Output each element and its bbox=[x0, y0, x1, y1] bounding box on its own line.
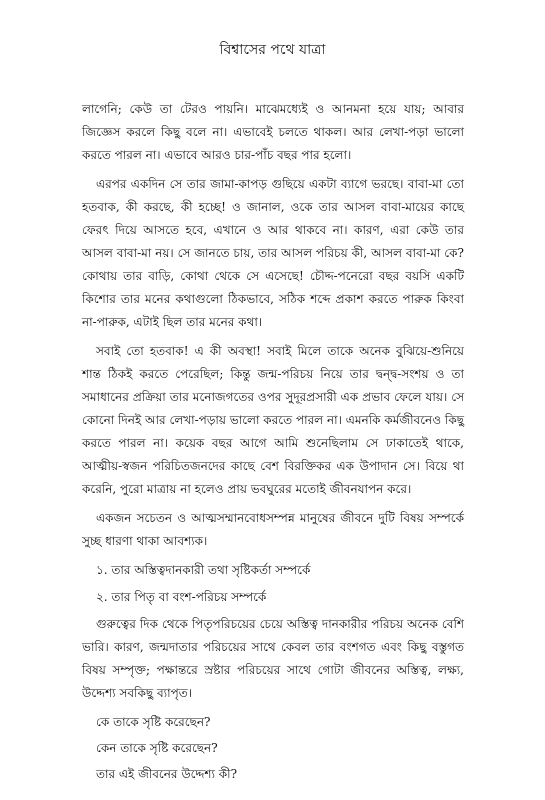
list-item: ২. তার পিতৃ বা বংশ-পরিচয় সম্পর্কে bbox=[96, 590, 267, 604]
paragraph: লাগেনি; কেউ তা টেরও পায়নি। মাঝেমধ্যেই ও আনমনা হয়ে যায়; আবার জিজ্ঞেস করলে কিছু বলে না। এভাবেই চলতে থাকল। আর লেখা-পড়া ভালো করতে পারল না। এভাবে আরও চার-পাঁচ বছর পার হলো। bbox=[82, 102, 464, 162]
running-header-title: বিশ্বাসের পথে যাত্রা bbox=[219, 42, 326, 58]
paragraph: একজন সচেতন ও আত্মসম্মানবোধসম্পন্ন মানুষের জীবনে দুটি বিষয় সম্পর্কে সুচ্ছ ধারণা থাকা আবশ্যক। bbox=[82, 511, 464, 548]
question-line: কে তাকে সৃষ্টি করেছেন? bbox=[96, 715, 211, 729]
paragraph: এরপর একদিন সে তার জামা-কাপড় গুছিয়ে একটা ব্যাগে ভরছে। বাবা-মা তো হতবাক, কী করছে, কী হচ্ছে! ও জানাল, ওকে তার আসল বাবা-মায়ের কাছে ফেরৎ দিয়ে আসতে হবে, এখানে ও আর থাকবে না। কারণ, এরা কেউ তার আসল বাবা-মা নয়। সে জানতে চায়, তার আসল পরিচয় কী, আসল বাবা-মা কে? কোথায় তার বাড়ি, কোথা থেকে সে এসেছে! চৌদ্দ-পনেরো বছর বয়সি একটি কিশোর তার মনের কথাগুলো ঠিকভাবে, সঠিক শব্দে প্রকাশ করতে পারুক কিংবা না-পারুক, এটাই ছিল তার মনের কথা। bbox=[82, 177, 464, 329]
page-body bbox=[82, 98, 464, 789]
paragraph: গুরুত্বের দিক থেকে পিতৃপরিচয়ের চেয়ে অস্তিত্ব দানকারীর পরিচয় অনেক বেশি ভারি। কারণ, জন্মদাতার পরিচয়ের সাথে কেবল তার বংশগত এবং কিছু বস্তুগত বিষয় সম্পৃক্ত; পক্ষান্তরে স্রষ্টার পরিচয়ের সাথে গোটা জীবনের অস্তিত্ব, লক্ষ্য, উদ্দেশ্য সবকিছু ব্যাপৃত। bbox=[82, 617, 464, 700]
list-item: ১. তার অস্তিত্বদানকারী তথা সৃষ্টিকর্তা সম্পর্কে bbox=[96, 563, 311, 577]
paragraph: সবাই তো হতবাক! এ কী অবস্থা! সবাই মিলে তাকে অনেক বুঝিয়ে-শুনিয়ে শান্ত ঠিকই করতে পেরেছিল; কিন্তু জন্ম-পরিচয় নিয়ে তার দ্বন্দ্ব-সংশয় ও তা সমাধানের প্রক্রিয়া তার মনোজগতের ওপর সুদূরপ্রসারী এক প্রভাব ফেলে যায়। সে কোনো দিনই আর লেখা-পড়ায় ভালো করতে পারল না। এমনকি কর্মজীবনেও কিছু করতে পারল না। কয়েক বছর আগে আমি শুনেছিলাম সে ঢাকাতেই থাকে, আত্মীয়-স্বজন পরিচিতজনদের কাছে বেশ বিরক্তিকর এক উপাদান সে। বিয়ে থা করেনি, পুরো মাত্রায় না হলেও প্রায় ভবঘুরের মতোই জীবনযাপন করে। bbox=[82, 344, 464, 496]
question-line: কেন তাকে সৃষ্টি করেছেন? bbox=[96, 741, 218, 755]
question-line: তার এই জীবনের উদ্দেশ্য কী? bbox=[96, 767, 238, 781]
